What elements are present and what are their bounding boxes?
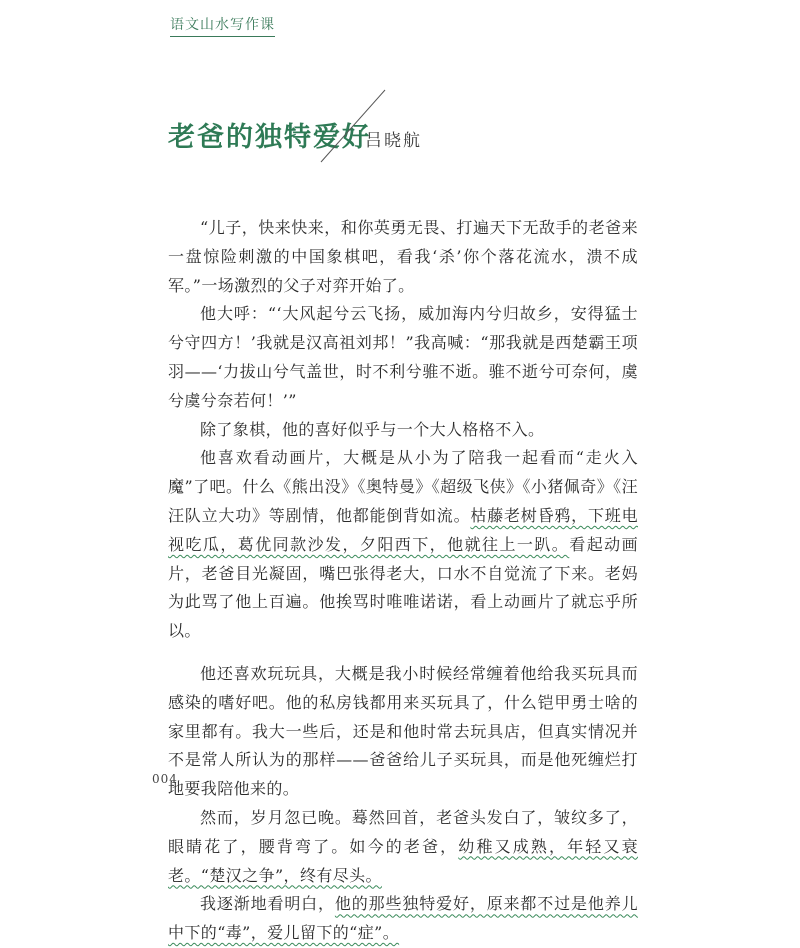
series-header: 语文山水写作课: [170, 14, 275, 37]
page-number: 004: [152, 772, 178, 786]
paragraph-4-text-end: 看起动画片，老爸目光凝固，嘴巴张得老大，口水不自觉流了下来。老妈为此骂了他上百遍。他挨骂时唯唯诺诺，看上动画片了就忘乎所以。: [168, 534, 639, 641]
paragraph-7-underlined: 他的那些独特爱好，原来都不过是他养儿中下的“毒”，爱儿留下的“症”。: [168, 894, 639, 943]
paragraph-3: 除了象棋，他的喜好似乎与一个大人格格不入。: [200, 419, 545, 439]
paragraph-6: [168, 804, 638, 890]
paragraph-4-underlined: 枯藤老树昏鸦，下班电视吃瓜，葛优同款沙发，夕阳西下，他就往上一趴。: [168, 505, 638, 554]
article-author: 吕晓航: [365, 131, 422, 151]
paragraph-4-text: 他喜欢看动画片，大概是从小为了陪我一起看而“走火入魔”了吧。什么《熊出没》《奥特曼》《超级飞侠》《小猪佩奇》《汪汪队立大功》等剧情，他都能倒背如流。: [168, 448, 638, 525]
paragraph-7: [168, 890, 638, 948]
paragraph-7-text: 我逐渐地看明白，: [200, 894, 335, 914]
paragraph-4: [168, 444, 638, 646]
paragraph-2: 他大呼：“‘大风起兮云飞扬，威加海内兮归故乡，安得猛士兮守四方！’我就是汉高祖刘邦！”我高喊：“那我就是西楚霸王项羽——‘力拔山兮气盖世，时不利兮骓不逝。骓不逝兮可奈何，虞兮虞兮奈若何！’”: [168, 304, 638, 410]
paragraph-5: 他还喜欢玩玩具，大概是我小时候经常缠着他给我买玩具而感染的嗜好吧。他的私房钱都用来买玩具了，什么铠甲勇士啥的家里都有。我大一些后，还是和他时常去玩具店，但真实情况并不是常人所认为的那样——爸爸给儿子买玩具，而是他死缠烂打地要我陪他来的。: [168, 663, 638, 799]
article-title: 老爸的独特爱好: [168, 122, 371, 153]
paragraph-6-underlined: 幼稚又成熟，年轻又衰老。“楚汉之争”，终有尽头。: [168, 836, 638, 885]
paragraph-6-text: 然而，岁月忽已晚。蓦然回首，老爸头发白了，皱纹多了，眼睛花了，腰背弯了。如今的老爸，: [168, 807, 638, 856]
article-body: [168, 214, 638, 948]
paragraph-1: “儿子，快来快来，和你英勇无畏、打遍天下无敌手的老爸来一盘惊险刺激的中国象棋吧，看我‘杀’你个落花流水，溃不成军。”一场激烈的父子对弈开始了。: [168, 218, 638, 295]
